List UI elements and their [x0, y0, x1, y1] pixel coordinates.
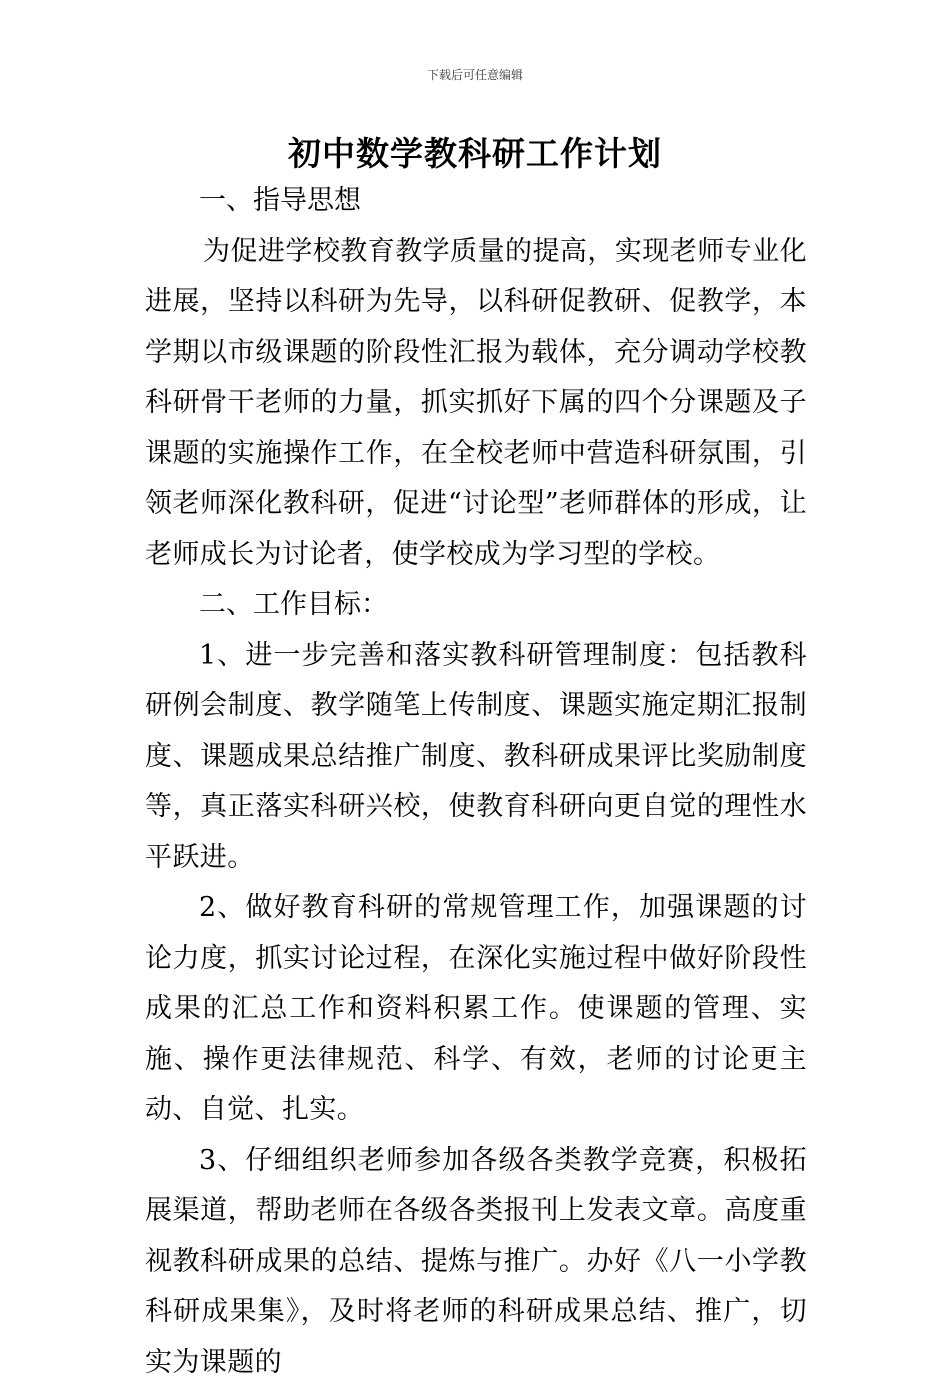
section-heading-guiding-thought: 一、指导思想 [145, 176, 807, 227]
header-note: 下载后可任意编辑 [0, 66, 950, 83]
goal-item-2: 2、做好教育科研的常规管理工作，加强课题的讨论力度，抓实讨论过程，在深化实施过程中做好阶段性成果的汇总工作和资料积累工作。使课题的管理、实施、操作更法律规范、科学、有效，老师的讨论更主动、自觉、扎实。 [145, 883, 807, 1136]
section-heading-work-goals: 二、工作目标： [145, 580, 807, 631]
paragraph-guiding-thought: 为促进学校教育教学质量的提高，实现老师专业化进展，坚持以科研为先导，以科研促教研、促教学，本学期以市级课题的阶段性汇报为载体，充分调动学校教科研骨干老师的力量，抓实抓好下属的四个分课题及子课题的实施操作工作，在全校老师中营造科研氛围，引领老师深化教科研，促进“讨论型”老师群体的形成，让老师成长为讨论者，使学校成为学习型的学校。 [145, 227, 807, 581]
goal-item-3: 3、仔细组织老师参加各级各类教学竞赛，积极拓展渠道，帮助老师在各级各类报刊上发表文章。高度重视教科研成果的总结、提炼与推广。办好《八一小学教科研成果集》，及时将老师的科研成果总结、推广，切实为课题的 [145, 1136, 807, 1388]
goal-item-1: 1、进一步完善和落实教科研管理制度：包括教科研例会制度、教学随笔上传制度、课题实施定期汇报制度、课题成果总结推广制度、教科研成果评比奖励制度等，真正落实科研兴校，使教育科研向更自觉的理性水平跃进。 [145, 631, 807, 884]
document-body [145, 176, 807, 1388]
document-title: 初中数学教科研工作计划 [0, 128, 950, 175]
